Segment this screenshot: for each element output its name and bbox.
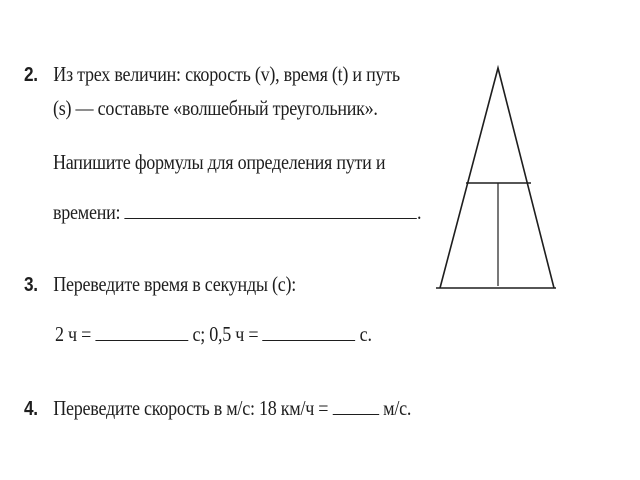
triangle-outline — [440, 68, 554, 288]
task2-label-vremeni: времени: — [53, 200, 121, 224]
task3-part2-unit: с. — [359, 322, 372, 346]
task3-number: 3. — [24, 274, 38, 296]
task2-line4 — [53, 200, 421, 225]
task2-line3: Напишите формулы для определения пути и — [53, 150, 386, 174]
task3-part1-label: 2 ч = — [55, 322, 92, 346]
task4-line1 — [24, 396, 411, 421]
task2-line1 — [24, 62, 400, 87]
task3-blank-hours[interactable] — [95, 322, 188, 341]
task3-line2 — [55, 322, 372, 347]
task4-number: 4. — [24, 398, 38, 420]
task2-answer-blank[interactable] — [125, 200, 417, 219]
task4-text: Переведите скорость в м/с: 18 км/ч = — [53, 396, 329, 420]
task2-text-line1: Из трех величин: скорость (v), время (t) и путь — [53, 62, 400, 86]
task2-number: 2. — [24, 64, 38, 86]
task3-line1 — [24, 272, 296, 297]
task4-answer-blank[interactable] — [332, 396, 378, 415]
task3-blank-half-hour[interactable] — [263, 322, 356, 341]
task2-line2: (s) — составьте «волшебный треугольник». — [53, 96, 378, 120]
task3-part1-unit: с; 0,5 ч = — [192, 322, 259, 346]
task3-text: Переведите время в секунды (с): — [53, 272, 297, 296]
task4-unit: м/с. — [383, 396, 412, 420]
task2-line4-end: . — [416, 200, 422, 224]
magic-triangle — [436, 62, 558, 292]
